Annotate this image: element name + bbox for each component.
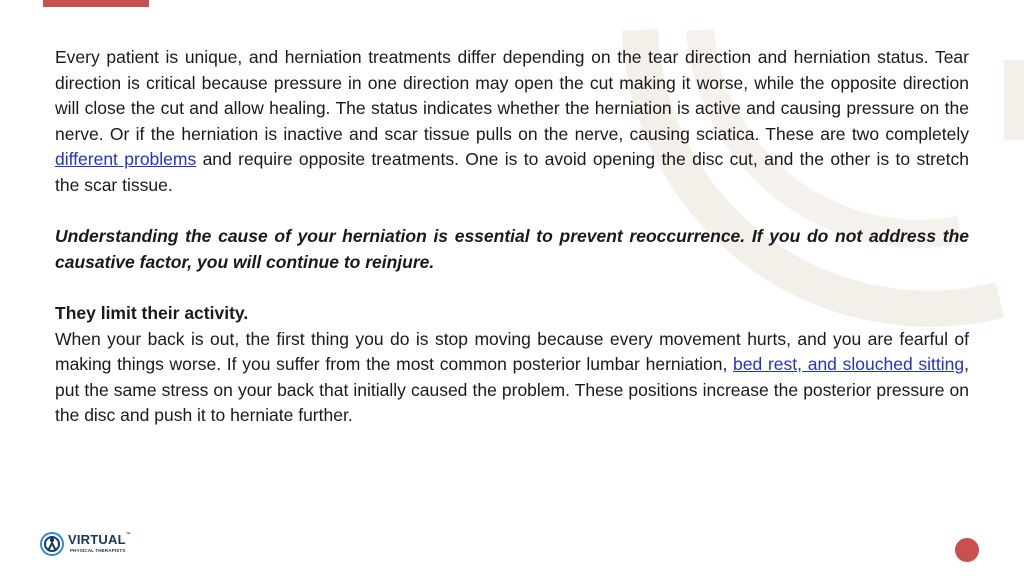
- intro-text: Every patient is unique, and herniation treatments differ depending on the tear direction and herniation status. Tear direction is critical because pressure in one direction may open the cut making it worse, while the opposite direction will close the cut and allow healing. The status indicates whether the herniation is active and causing pressure on the nerve. Or if the herniation is inactive and scar tissue pulls on the nerve, causing sciatica. These are two completely: [55, 47, 969, 144]
- emphasis-paragraph: Understanding the cause of your herniation is essential to prevent reoccurrence. If you do not address the causative factor, you will continue to reinjure.: [55, 226, 969, 272]
- activity-paragraph: [55, 327, 969, 429]
- bed-rest-link[interactable]: bed rest, and slouched sitting: [733, 354, 965, 375]
- intro-paragraph: [55, 45, 969, 199]
- different-problems-link[interactable]: different problems: [55, 149, 197, 170]
- activity-text-end: , put the same stress on your back that initially caused the problem. These positions increase the posterior pressure on the disc and push it to herniate further.: [55, 354, 969, 426]
- main-content: [55, 45, 969, 429]
- section-heading: They limit their activity.: [55, 302, 249, 323]
- top-accent-bar: [43, 0, 149, 7]
- page-marker-dot: [955, 538, 979, 562]
- logo-wordmark: VIRTUAL™: [68, 532, 131, 547]
- logo-mark-icon: [40, 531, 68, 557]
- intro-text-end: and require opposite treatments. One is to avoid opening the disc cut, and the other is to stretch the scar tissue.: [55, 149, 969, 195]
- activity-text: When your back is out, the first thing you do is stop moving because every movement hurts, and you are fearful of making things worse. If you suffer from the most common posterior lumbar herniation,: [55, 328, 969, 375]
- logo-subtitle: PHYSICAL THERAPISTS: [70, 548, 126, 553]
- virtual-pt-logo: [40, 529, 136, 559]
